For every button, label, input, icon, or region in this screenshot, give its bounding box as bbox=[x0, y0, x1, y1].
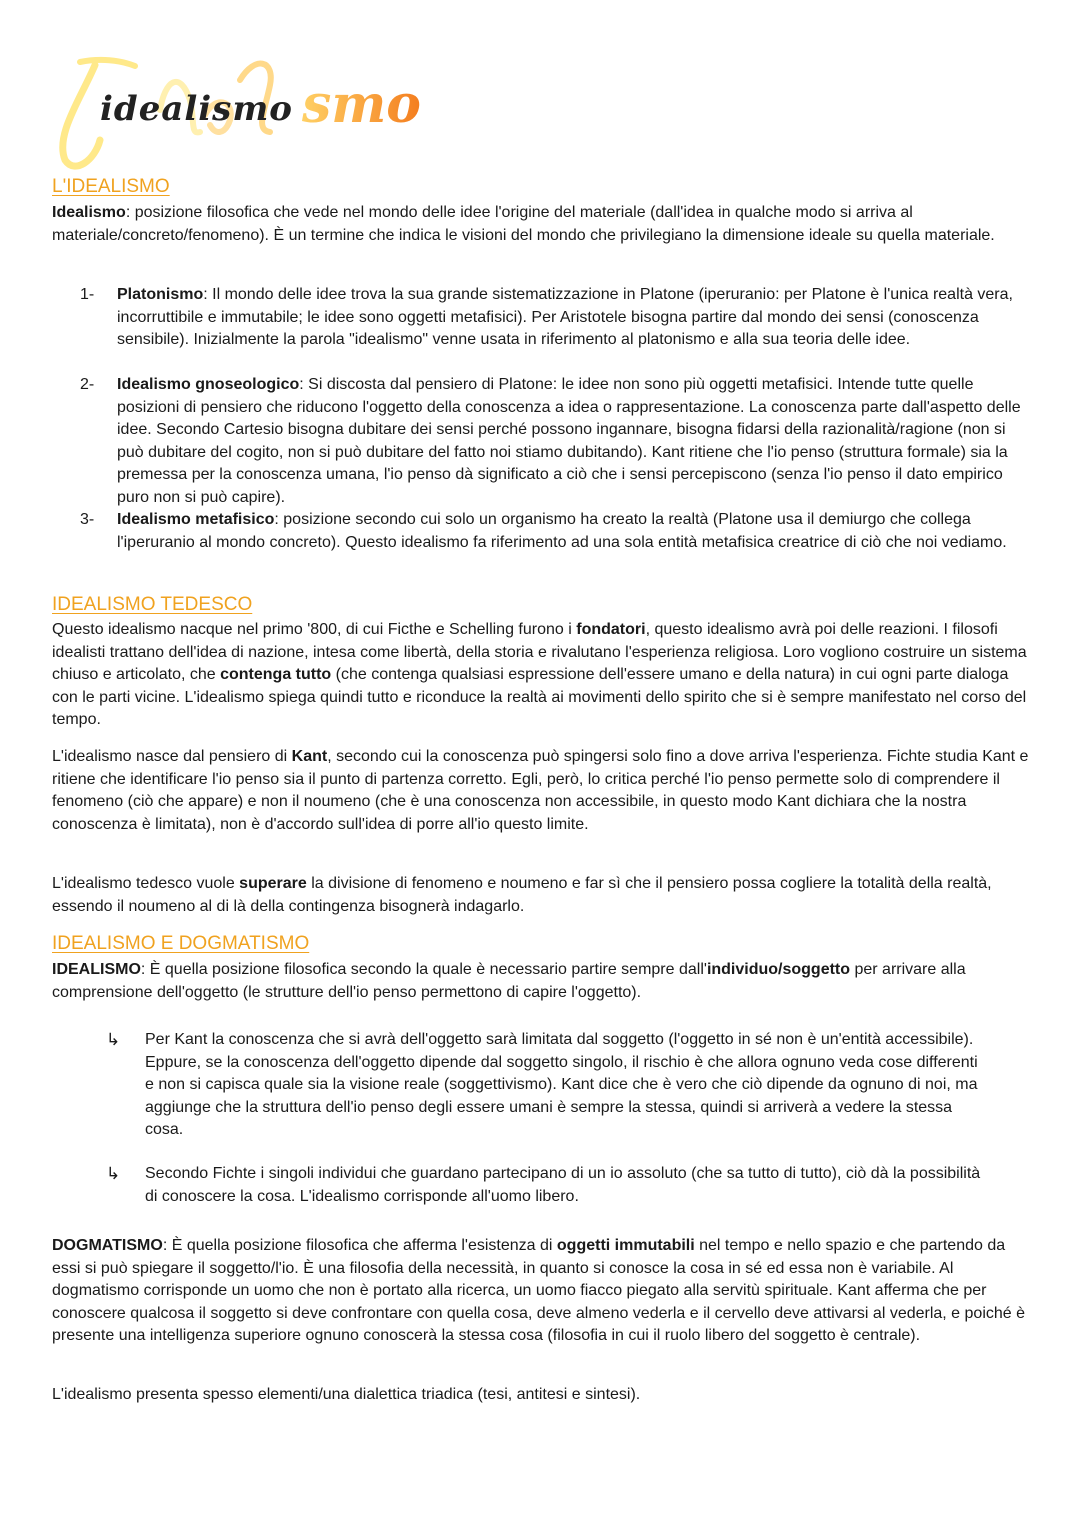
intro-paragraph bbox=[52, 202, 1037, 247]
list-term: Platonismo bbox=[117, 286, 204, 303]
arrow-item-text: Per Kant la conoscenza che si avrà dell'oggetto sarà limitata dal soggetto (l'oggetto in sé non è un'entità accessibile). Eppure, se la conoscenza dell'oggetto dipende dal soggetto singolo, il rischio è che allora ognuno veda cose differenti e non si capisca quale sia la visione reale (soggettivismo). Kant dice che è vero che ciò dipende da ognuno di noi, ma aggiunge che la struttura dell'io penso degli essere umani è sempre la stessa, quindi si arriverà a vedere la stessa cosa. bbox=[145, 1031, 978, 1138]
list-term: Idealismo metafisico bbox=[117, 511, 275, 528]
svg-text:smo: smo bbox=[302, 74, 421, 135]
list-term: Idealismo gnoseologico bbox=[117, 376, 300, 393]
section-heading-dogmatismo: IDEALISMO E DOGMATISMO bbox=[52, 933, 310, 954]
section-heading-idealismo: L'IDEALISMO bbox=[52, 176, 170, 197]
arrow-icon: ↳ bbox=[106, 1030, 121, 1049]
idealismo-definition: IDEALISMO: È quella posizione filosofica secondo la quale è necessario partire sempre dall'individuo/soggetto per arrivare alla comprensione dell'oggetto (le strutture dell'io penso permettono di capire l'oggetto). bbox=[52, 961, 966, 1001]
arrow-icon: ↳ bbox=[106, 1164, 121, 1183]
list-number: 2- bbox=[80, 376, 95, 393]
tedesco-paragraph-2: L'idealismo nasce dal pensiero di Kant, secondo cui la conoscenza può spingersi solo fino a dove arriva l'esperienza. Fichte studia Kant e ritiene che identificare l'io penso sia il punto di partenza corretto. Egli, però, lo critica perché l'io penso permette solo di comprendere il fenomeno (ciò che appare) e non il noumeno (che è una conoscenza non accessibile, in questo modo Kant dichiara che la nostra conoscenza è limitata), non è d'accordo sull'idea di porre all'io questo limite. bbox=[52, 748, 1029, 833]
list-number: 1- bbox=[80, 286, 95, 303]
dogmatismo-definition: DOGMATISMO: È quella posizione filosofica che afferma l'esistenza di oggetti immutabili nel tempo e nello spazio e che partendo da essi si può spiegare il soggetto/l'io. È una filosofia della necessità, in quanto si conosce la cosa in sé ed essa non è variabile. Al dogmatismo corrisponde un uomo che non è portato alla ricerca, un uomo fiacco piegato alla servitù spirituale. Kant afferma che per conoscere qualcosa il soggetto si deve confrontare con quella cosa, deve almeno vederla e il cervello deve attivarsi al vederla, e poiché è presente una intelligenza superiore ognuno conoscerà la stessa cosa (filosofia in cui il ruolo libero del soggetto è centrale). bbox=[52, 1237, 1026, 1344]
list-text: : Il mondo delle idee trova la sua grande sistematizzazione in Platone (iperuranio: per Platone è l'unica realtà vera, incorruttibile e immutabile; le idee sono oggetti metafisici). Per Aristotele bisogna partire dal mondo dei sensi (conoscenza sensibile). Inizialmente la parola "idealismo" venne usata in riferimento al platonismo e alla sua teoria delle idee. bbox=[117, 286, 1013, 348]
list-number: 3- bbox=[80, 511, 95, 528]
list-text: : Si discosta dal pensiero di Platone: le idee non sono più oggetti metafisici. Intende tutte quelle posizioni di pensiero che riducono l'oggetto della conoscenza a idea o rappresentazione. La conoscenza parte dall'aspetto delle idee. Secondo Cartesio bisogna dubitare dei sensi perché possono ingannare, bisogna fidarsi della razionalità/ragione (non si può dubitare del cogito, non si può dubitare del fatto noi stiamo dubitando). Kant ritiene che l'io penso (struttura formale) sia la premessa per la conoscenza umana, l'io penso dà significato a ciò che i sensi percepiscono (senza l'io penso il dato empirico puro non si può capire). bbox=[117, 376, 1021, 506]
term-idealismo: Idealismo bbox=[52, 204, 126, 221]
list-text: : posizione secondo cui solo un organismo ha creato la realtà (Platone usa il demiurgo che collega l'iperuranio al mondo concreto). Questo idealismo fa riferimento ad una sola entità metafisica creatrice di ciò che noi vediamo. bbox=[117, 511, 1007, 551]
intro-text: : posizione filosofica che vede nel mondo delle idee l'origine del materiale (dall'idea in qualche modo si arriva al materiale/concreto/fenomeno). È un termine che indica le visioni del mondo che privilegiano la dimensione ideale su quella materiale. bbox=[52, 204, 995, 244]
title-text: idealismo bbox=[100, 89, 293, 129]
tedesco-paragraph-1: Questo idealismo nacque nel primo '800, di cui Ficthe e Schelling furono i fondatori, questo idealismo avrà poi delle reazioni. I filosofi idealisti trattano dell'idea di nazione, intesa come libertà, della storia e rivalutano l'esperienza religiosa. Loro vogliono costruire un sistema chiuso e articolato, che contenga tutto (che contenga qualsiasi espressione dell'essere umano e della natura) in cui ogni parte dialoga con le parti vicine. L'idealismo spiega quindi tutto e riconduce la realtà ai movimenti dello spirito che si è sempre manifestato nel corso del tempo. bbox=[52, 621, 1027, 728]
title-logo bbox=[40, 40, 460, 180]
tedesco-paragraph-3: L'idealismo tedesco vuole superare la divisione di fenomeno e noumeno e far sì che il pensiero possa cogliere la totalità della realtà, essendo il noumeno al di là della contingenza bisognerà indagarlo. bbox=[52, 875, 992, 915]
arrow-item-text: Secondo Fichte i singoli individui che guardano partecipano di un io assoluto (che sa tutto di tutto), ciò dà la possibilità di conoscere la cosa. L'idealismo corrisponde all'uomo libero. bbox=[145, 1165, 981, 1205]
closing-paragraph: L'idealismo presenta spesso elementi/una dialettica triadica (tesi, antitesi e sintesi). bbox=[52, 1386, 641, 1403]
section-heading-tedesco: IDEALISMO TEDESCO bbox=[52, 594, 253, 615]
